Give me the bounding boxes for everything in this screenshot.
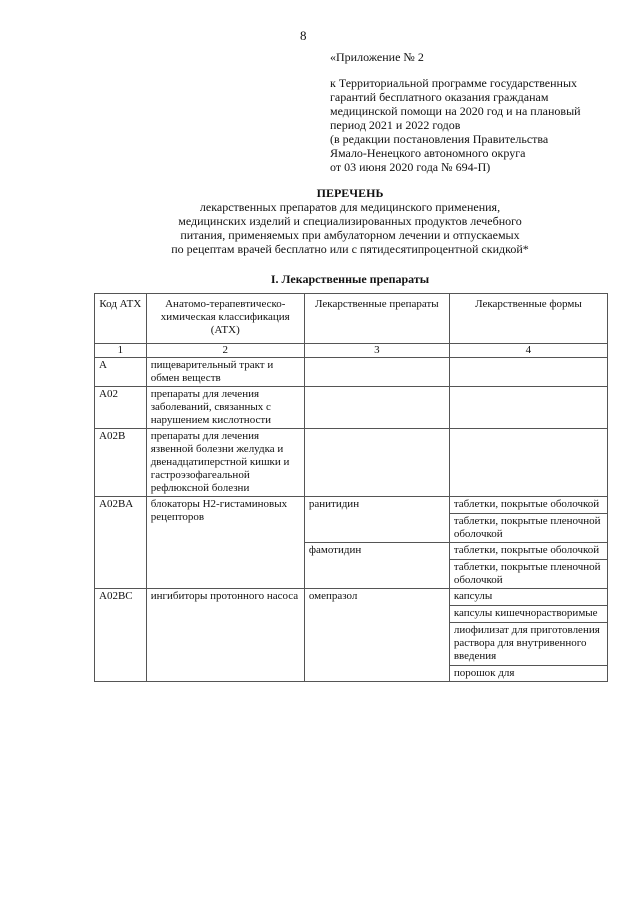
appendix-line: гарантий бесплатного оказания гражданам — [330, 90, 549, 104]
drug-form: таблетки, покрытые оболочкой — [453, 498, 600, 510]
header-forms: Лекарственные формы — [449, 294, 607, 344]
appendix-line: Ямало-Ненецкого автономного округа — [330, 146, 526, 160]
col-number: 1 — [95, 344, 147, 358]
drug-name: ранитидин — [304, 497, 449, 543]
drug-form: таблетки, покрытые пленочной оболочкой — [450, 559, 607, 587]
drug-form: таблетки, покрытые пленочной оболочкой — [450, 513, 607, 541]
atc-code: A02B — [95, 429, 147, 497]
heading-line: по рецептам врачей бесплатно или с пятидесятипроцентной скидкой* — [171, 242, 529, 256]
appendix-block — [330, 50, 620, 174]
form-cell — [449, 429, 607, 497]
section-title: I. Лекарственные препараты — [270, 272, 430, 286]
drug-form: лиофилизат для приготовления раствора для внутривенного введения — [450, 622, 607, 663]
col-number: 2 — [146, 344, 304, 358]
col-number: 4 — [449, 344, 607, 358]
heading-line: питания, применяемых при амбулаторном лечении и отпускаемых — [180, 228, 520, 242]
appendix-line: к Территориальной программе государственных — [330, 76, 578, 90]
form-cell — [449, 589, 607, 682]
header-classification: Анатомо-терапевтическо-химическая классификация (АТХ) — [146, 294, 304, 344]
drug-cell — [304, 387, 449, 429]
form-cell — [449, 497, 607, 543]
table-row — [95, 429, 608, 497]
col-number: 3 — [304, 344, 449, 358]
atc-class: ингибиторы протонного насоса — [146, 589, 304, 682]
atc-class: препараты для лечения язвенной болезни желудка и двенадцатиперстной кишки и гастроэзофагеальной рефлюксной болезни — [146, 429, 304, 497]
table-row — [95, 497, 608, 543]
drug-form: таблетки, покрытые оболочкой — [453, 544, 600, 556]
appendix-title: «Приложение № 2 — [330, 50, 424, 64]
heading-title: ПЕРЕЧЕНЬ — [316, 186, 384, 200]
drug-form: порошок для — [450, 665, 607, 680]
table-number-row — [95, 344, 608, 358]
table-header-row — [95, 294, 608, 344]
atc-code: A02BA — [95, 497, 147, 589]
form-cell — [449, 358, 607, 387]
table-row — [95, 358, 608, 387]
atc-class: пищеварительный тракт и обмен веществ — [146, 358, 304, 387]
drug-cell — [304, 358, 449, 387]
document-heading — [80, 186, 620, 256]
drug-form: капсулы — [453, 590, 493, 602]
atc-code: A02 — [95, 387, 147, 429]
form-cell — [449, 387, 607, 429]
drug-name: фамотидин — [304, 543, 449, 589]
table-row — [95, 589, 608, 682]
atc-class: препараты для лечения заболеваний, связанных с нарушением кислотности — [146, 387, 304, 429]
atc-class: блокаторы H2-гистаминовых рецепторов — [146, 497, 304, 589]
appendix-line: период 2021 и 2022 годов — [330, 118, 461, 132]
appendix-line: (в редакции постановления Правительства — [330, 132, 549, 146]
header-code: Код АТХ — [95, 294, 147, 344]
drug-table-wrapper — [94, 293, 608, 682]
heading-line: лекарственных препаратов для медицинского применения, — [199, 200, 501, 214]
drug-name: омепразол — [304, 589, 449, 682]
atc-code: A — [95, 358, 147, 387]
drug-table — [94, 293, 608, 682]
table-row — [95, 387, 608, 429]
form-cell — [449, 543, 607, 589]
page-number: 8 — [300, 28, 307, 43]
atc-code: A02BC — [95, 589, 147, 682]
drug-cell — [304, 429, 449, 497]
drug-form: капсулы кишечнорастворимые — [450, 605, 607, 620]
header-drugs: Лекарственные препараты — [304, 294, 449, 344]
heading-line: медицинских изделий и специализированных продуктов лечебного — [178, 214, 522, 228]
appendix-line: медицинской помощи на 2020 год и на плановый — [330, 104, 581, 118]
appendix-line: от 03 июня 2020 года № 694-П) — [330, 160, 491, 174]
